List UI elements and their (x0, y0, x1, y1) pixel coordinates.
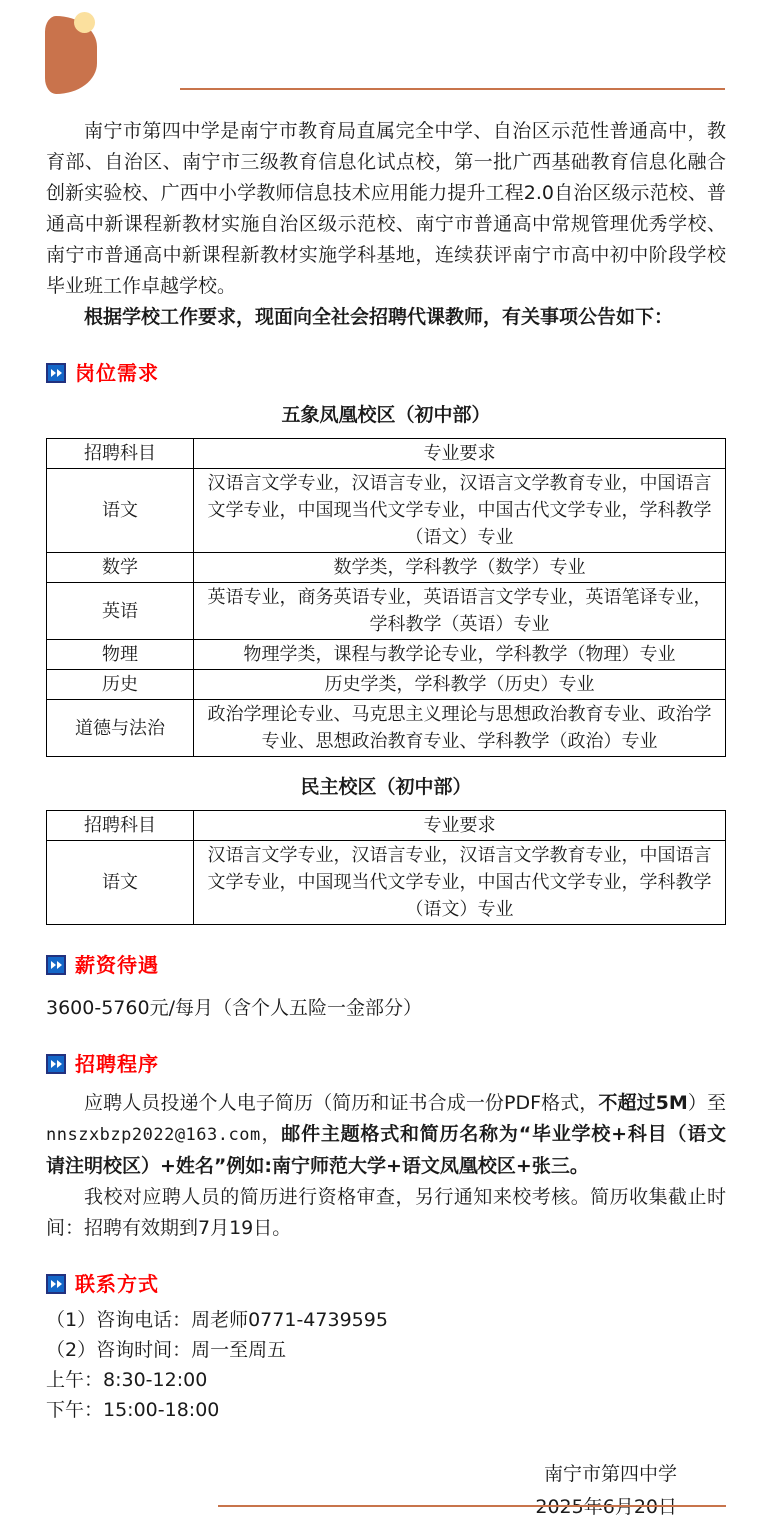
page-header (0, 0, 761, 112)
col-header-subject: 招聘科目 (47, 811, 194, 841)
requirement-cell: 汉语言文学专业，汉语言专业，汉语言文学教育专业，中国语言文学专业，中国现当代文学专业，中国古代文学专业，学科教学（语文）专业 (194, 841, 726, 925)
header-divider (180, 88, 725, 90)
arrow-glyph (51, 1060, 56, 1068)
contact-hours: （2）咨询时间：周一至周五 (46, 1339, 287, 1361)
body-text: 应聘人员投递个人电子简历（简历和证书合成一份PDF格式， (84, 1092, 599, 1114)
col-header-requirement: 专业要求 (194, 811, 726, 841)
fast-forward-icon (46, 955, 66, 975)
positions-table-minzhu (46, 810, 726, 925)
body-text: ， (260, 1123, 282, 1145)
requirement-cell: 数学类，学科教学（数学）专业 (194, 553, 726, 583)
table-header-row (47, 439, 726, 469)
emphasis-text: 邮件主题格式和简历名称为“毕业学校+科目（语文请注明校区）+姓名”例如:南宁师范大学+语文凤凰校区+张三。 (46, 1123, 726, 1177)
requirement-cell: 汉语言文学专业，汉语言专业，汉语言文学教育专业，中国语言文学专业，中国现当代文学专业，中国古代文学专业，学科教学（语文）专业 (194, 469, 726, 553)
salary-text: 3600-5760元/每月（含个人五险一金部分） (46, 997, 422, 1019)
signature-block (46, 1458, 726, 1524)
table-header-row (47, 811, 726, 841)
contact-phone: （1）咨询电话：周老师0771-4739595 (46, 1309, 388, 1331)
table-row (47, 841, 726, 925)
section-title-procedure: 招聘程序 (75, 1052, 159, 1076)
article-body (46, 116, 726, 1524)
section-header-salary (46, 953, 726, 977)
emphasis-text: 不超过5M (598, 1092, 688, 1114)
subject-cell: 数学 (47, 553, 194, 583)
col-header-requirement: 专业要求 (194, 439, 726, 469)
arrow-glyph (51, 1280, 56, 1288)
table-row (47, 469, 726, 553)
body-text: ）至 (687, 1092, 726, 1114)
requirement-cell: 政治学理论专业、马克思主义理论与思想政治教育专业、政治学专业、思想政治教育专业、学科教学（政治）专业 (194, 700, 726, 757)
arrow-glyph (51, 369, 56, 377)
procedure-paragraph-1 (46, 1088, 726, 1182)
contact-morning: 上午：8:30-12:00 (46, 1369, 208, 1391)
positions-table-wuxiang (46, 438, 726, 757)
table-title-wuxiang: 五象凤凰校区（初中部） (281, 404, 491, 426)
fast-forward-icon (46, 363, 66, 383)
section-title-contact: 联系方式 (75, 1272, 159, 1296)
subject-cell: 物理 (47, 640, 194, 670)
table-row (47, 670, 726, 700)
arrow-glyph (57, 1280, 62, 1288)
section-header-positions (46, 361, 726, 385)
requirement-cell: 历史学类，学科教学（历史）专业 (194, 670, 726, 700)
contact-afternoon: 下午：15:00-18:00 (46, 1399, 220, 1421)
col-header-subject: 招聘科目 (47, 439, 194, 469)
footer-divider (218, 1505, 726, 1507)
section-title-positions: 岗位需求 (75, 361, 159, 385)
arrow-glyph (57, 369, 62, 377)
requirement-cell: 英语专业，商务英语专业，英语语言文学专业，英语笔译专业，学科教学（英语）专业 (194, 583, 726, 640)
requirement-cell: 物理学类，课程与教学论专业，学科教学（物理）专业 (194, 640, 726, 670)
intro-paragraph: 南宁市第四中学是南宁市教育局直属完全中学、自治区示范性普通高中，教育部、自治区、南宁市三级教育信息化试点校，第一批广西基础教育信息化融合创新实验校、广西中小学教师信息技术应用能力提升工程2.0自治区级示范校、普通高中新课程新教材实施自治区级示范校、南宁市普通高中常规管理优秀学校、南宁市普通高中新课程新教材实施学科基地，连续获评南宁市高中初中阶段学校毕业班工作卓越学校。 (46, 120, 726, 297)
procedure-paragraph-2: 我校对应聘人员的简历进行资格审查，另行通知来校考核。简历收集截止时间：招聘有效期到7月19日。 (46, 1186, 726, 1239)
logo-dot-shape (74, 12, 95, 33)
lead-paragraph: 根据学校工作要求，现面向全社会招聘代课教师，有关事项公告如下： (84, 306, 674, 328)
table-row (47, 583, 726, 640)
arrow-glyph (51, 961, 56, 969)
subject-cell: 语文 (47, 469, 194, 553)
table-row (47, 640, 726, 670)
fast-forward-icon (46, 1274, 66, 1294)
subject-cell: 英语 (47, 583, 194, 640)
contact-list (46, 1306, 726, 1424)
subject-cell: 语文 (47, 841, 194, 925)
signature-date: 2025年6月20日 (535, 1496, 677, 1518)
fast-forward-icon (46, 1054, 66, 1074)
section-header-contact (46, 1272, 726, 1296)
section-header-procedure (46, 1052, 726, 1076)
section-title-salary: 薪资待遇 (75, 953, 159, 977)
table-title-minzhu: 民主校区（初中部） (300, 776, 472, 798)
table-row (47, 553, 726, 583)
subject-cell: 道德与法治 (47, 700, 194, 757)
email-address: nnszxbzp2022@163.com (46, 1125, 261, 1145)
table-row (47, 700, 726, 757)
school-logo (45, 14, 97, 94)
subject-cell: 历史 (47, 670, 194, 700)
arrow-glyph (57, 1060, 62, 1068)
signature-name: 南宁市第四中学 (543, 1463, 677, 1485)
arrow-glyph (57, 961, 62, 969)
